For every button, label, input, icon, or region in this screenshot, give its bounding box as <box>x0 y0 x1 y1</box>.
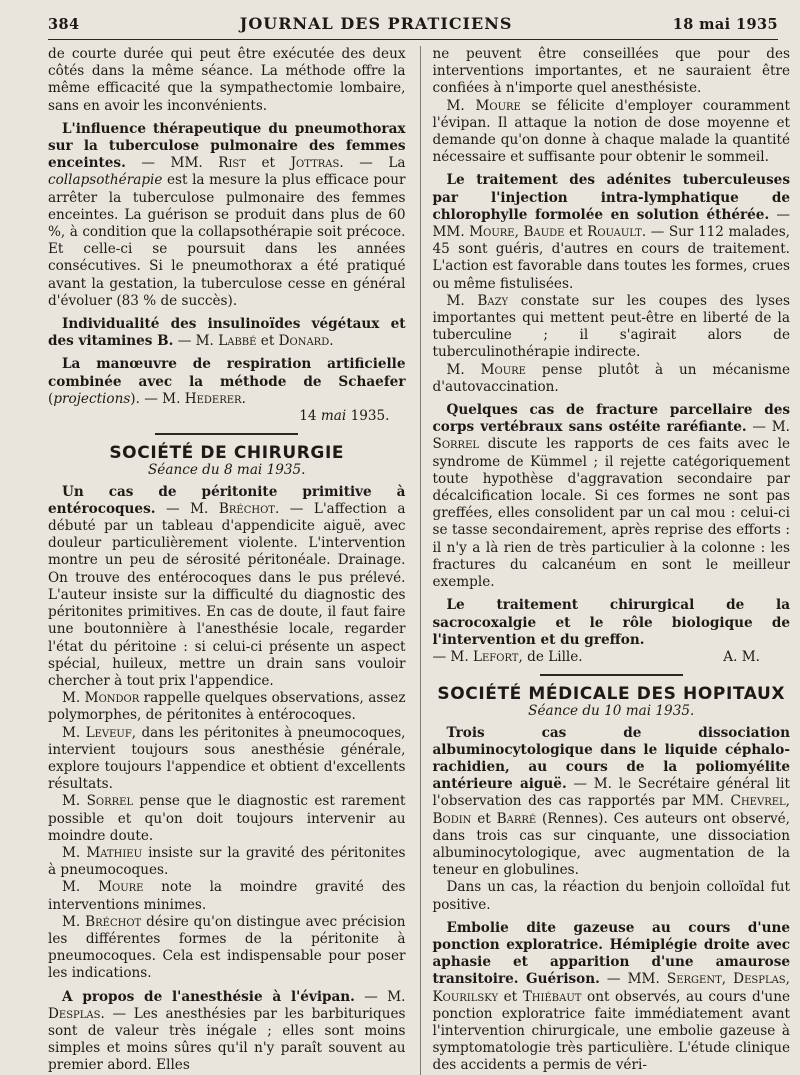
article-title: Quelques cas de fracture parcellaire des corps vertébraux sans ostéite raréfiante. <box>432 402 790 436</box>
text: M. <box>62 690 85 707</box>
author: Kourilsky <box>432 988 499 1005</box>
paragraph <box>433 98 791 167</box>
text: — M. <box>155 500 219 517</box>
text: ( <box>48 390 54 407</box>
article-embolie <box>433 920 791 1075</box>
dateline <box>48 408 406 425</box>
text: — M. le Secrétaire général lit l'observation des cas rapportés par MM. <box>432 776 790 810</box>
article-title: Trois cas de dissociation albuminocytologique dans le liquide céphalo-rachidien, au cours de la poliomyélite antérieure aiguë. <box>432 724 790 793</box>
paragraph: ne peuvent être conseillées que pour des interventions importantes, et ne sauraient être confiées à n'importe quel anesthésiste. <box>432 46 790 97</box>
text: pense que le diagnostic est rarement possible et qu'on doit toujours intervenir au moindre doute. <box>48 793 406 844</box>
author: Lefort <box>472 648 519 665</box>
text: mai <box>320 408 347 425</box>
paragraph <box>433 293 791 362</box>
text: constate sur les coupes des lyses importantes qui mettent peut-être en liberté de la tuberculine ; il s'agirait alors de tuberculinothérapie indirecte. <box>432 292 791 361</box>
text: , <box>785 793 790 810</box>
article-title: Un cas de péritonite primitive à entérocoques. <box>48 483 406 517</box>
author: Bazy <box>477 292 509 309</box>
article-title: La manœuvre de respiration artificielle combinée avec la méthode de Schaefer <box>48 356 406 390</box>
text: et <box>256 333 279 350</box>
text: , <box>785 971 790 988</box>
text: M. <box>62 724 86 741</box>
text: , de Lille. <box>518 648 583 665</box>
author: Leveuf <box>85 724 132 741</box>
text: . <box>329 333 334 350</box>
byline <box>433 649 791 666</box>
author: Moure <box>475 97 521 114</box>
author: Hederer <box>184 390 242 407</box>
article-labbe-donard <box>48 316 406 350</box>
author: Desplas <box>48 1005 101 1022</box>
text: 14 <box>299 408 321 425</box>
text: . — Les anesthésies par les barbituriques sont de valeur très inégale ; elles sont moins simples et moins sûres qu'il n'y paraît souvent au premier abord. Elles <box>48 1005 406 1074</box>
author: Chevrel <box>730 793 786 810</box>
text: et <box>245 155 291 172</box>
byline-author <box>433 649 583 666</box>
text: (Rennes). Ces auteurs ont observé, dans trois cas sur cinquante, une dissociation albuminocytologique, avec augmentation de la teneur en globulines. <box>432 810 791 879</box>
author: Sorrel <box>86 793 134 810</box>
text: . — La <box>339 155 406 172</box>
text: — MM. <box>432 206 790 241</box>
author: Barré <box>496 810 537 827</box>
seance-date: Séance du 10 mai 1935. <box>528 703 695 720</box>
text: rappelle quelques observations, assez polymorphes, de péritonites à entérocoques. <box>48 690 406 724</box>
author: Bodin <box>432 810 472 827</box>
author: Baude <box>523 224 565 241</box>
paragraph <box>48 690 406 724</box>
author: Moure <box>469 224 515 241</box>
paragraph <box>48 845 406 879</box>
article-desplas <box>48 989 406 1075</box>
text: , <box>721 971 734 988</box>
section-title-hopitaux: SOCIÉTÉ MÉDICALE DES HOPITAUX <box>437 684 786 705</box>
author: Jottras <box>290 155 340 172</box>
text: discute les rapports de ces faits avec le syndrome de Kümmel ; il rejette catégoriquement toute hypothèse d'aggravation secondaire par décalcification locale. Si ces formes ne sont pas greffées, elles consolident par un cal mou : celui-ci se tasse secondairement, après reprise des efforts : il n'y a là rien de très particulier à la colonne : les fractures du calcanéum en sont le meilleur exemple. <box>432 436 790 591</box>
text: , dans les péritonites à pneumocoques, intervient toujours sous anesthésie générale, explore toujours l'appendice et obtient d'excellents résultats. <box>48 724 406 793</box>
text: M. <box>446 292 478 309</box>
text: M. <box>62 844 87 861</box>
journal-title: JOURNAL DES PRATICIENS <box>239 14 513 33</box>
author: Mondor <box>84 690 140 707</box>
section-title-chirurgie: SOCIÉTÉ DE CHIRURGIE <box>109 443 345 464</box>
paragraph: Dans un cas, la réaction du benjoin colloïdal fut positive. <box>432 879 790 913</box>
text: désire qu'on distingue avec précision les différentes formes de la péritonite à pneumocoques. Cela est indispensable pour poser les indications. <box>48 913 406 982</box>
author: Sorrel <box>432 436 480 453</box>
text: 1935. <box>346 408 390 425</box>
text: et <box>564 224 588 241</box>
text: — MM. <box>125 155 219 172</box>
initials: A. M. <box>723 648 760 665</box>
text: — M. <box>354 988 406 1005</box>
article-rist-jottras <box>48 121 406 310</box>
article-title: A propos de l'anesthésie à l'évipan. <box>62 988 355 1005</box>
author: Donard <box>278 333 330 350</box>
text: . <box>241 390 246 407</box>
term: collapsothérapie <box>48 172 163 189</box>
text: est la mesure la plus efficace pour arrêter la tuberculose pulmonaire des femmes enceintes. La guérison se produit dans plus de 60 %, à condition que la collapsothérapie soit précoce. Et celle-ci se poursuit dans les années consécutives. Si le pneumothorax a été pratiqué avant la gestation, la tuberculose cesse en général d'évoluer (83 % de succès). <box>48 172 406 309</box>
text: — M. <box>139 390 185 407</box>
author: Rist <box>218 155 246 172</box>
right-column <box>420 46 791 1075</box>
paragraph <box>48 914 406 983</box>
text: M. <box>62 879 99 896</box>
author: Labbé <box>218 333 257 350</box>
author: Desplas <box>733 971 786 988</box>
text: et <box>498 988 523 1005</box>
text: M. <box>446 361 481 378</box>
paragraph: de courte durée qui peut être exécutée des deux côtés dans la même séance. La méthode offre la même efficacité que la sympathectomie lombaire, sans en avoir les inconvénients. <box>48 46 406 114</box>
text: — M. <box>173 333 219 350</box>
article-hederer <box>48 356 406 408</box>
paragraph <box>48 879 406 913</box>
seance-date: Séance du 8 mai 1935. <box>147 462 306 479</box>
article-title: Le traitement des adénites tuberculeuses par l'injection intra-lymphatique de chlorophylle formolée en solution éthérée. <box>432 172 790 223</box>
author: Moure <box>98 879 144 896</box>
article-adenites <box>433 172 791 292</box>
paragraph <box>433 362 791 396</box>
text: , <box>514 224 524 241</box>
issue-date: 18 mai 1935 <box>672 16 778 33</box>
text: M. <box>62 793 87 810</box>
divider <box>155 433 298 435</box>
author: Moure <box>480 361 526 378</box>
divider <box>540 674 683 676</box>
author: Thiébaut <box>522 988 582 1005</box>
text: M. <box>62 913 86 930</box>
author: Sergent <box>666 971 722 988</box>
paragraph <box>48 725 406 794</box>
text: se félicite d'employer couramment l'évipan. Il attaque la notion de dose moyenne et demande qu'on donne à chaque malade la quantité nécessaire et suffisante pour obtenir le sommeil. <box>432 97 791 166</box>
text: ). <box>130 390 140 407</box>
text: pense plutôt à un mécanisme d'autovaccination. <box>432 361 791 395</box>
article-fracture <box>433 402 791 591</box>
article-title: L'influence thérapeutique du pneumothorax sur la tuberculose pulmonaire des femmes enceintes. <box>48 120 406 172</box>
text: insiste sur la gravité des péritonites à pneumocoques. <box>48 844 406 879</box>
author: Mathieu <box>86 844 142 861</box>
article-dissociation <box>433 725 791 880</box>
text: . — L'affection a débuté par un tableau d'appendicite aiguë, avec douleur particulièrement violente. L'intervention montre un peu de sérosité péritonéale. Drainage. On trouve des entérocoques dans le pus prélevé. L'auteur insiste sur la difficulté du diagnostic des péritonites primitives. En cas de doute, il faut faire une boutonnière à l'anesthésie locale, regarder l'état du péritoine : si celui-ci présente un aspect spécial, huileux, mettre un drain sans vouloir chercher à tout prix l'appendice. <box>48 500 406 689</box>
text: — M. <box>432 648 473 665</box>
text: M. <box>446 97 476 114</box>
paragraph <box>48 793 406 845</box>
text: — M. <box>746 419 791 436</box>
author: Bréchot <box>85 913 142 930</box>
text: note la moindre gravité des interventions minimes. <box>48 879 406 913</box>
article-title: Individualité des insulinoïdes végétaux et des vitamines B. <box>48 316 406 350</box>
article-title: Embolie dite gazeuse au cours d'une ponction exploratrice. Hémiplégie droite avec aphasie et apparition d'une amaurose transitoire. Guérison. <box>432 919 790 988</box>
text: ont observés, au cours d'une ponction exploratrice faite immédiatement avant l'intervention chirurgicale, une embolie gazeuse à symptomatologie très particulière. L'étude clinique des accidents a permis de véri- <box>432 988 790 1074</box>
left-column <box>48 46 406 1075</box>
term: projections <box>53 390 131 407</box>
text: — MM. <box>599 971 667 988</box>
article-brechot <box>48 484 406 690</box>
text: . — Sur 112 malades, 45 sont guéris, d'autres en cours de traitement. L'action est favorable dans toutes les formes, crues ou même fistulisées. <box>432 224 790 292</box>
author: Bréchot <box>218 500 275 517</box>
article-sacrocoxalgie <box>433 597 791 649</box>
author: Rouault <box>587 224 642 241</box>
text: et <box>471 810 497 827</box>
article-title: Le traitement chirurgical de la sacrocoxalgie et le rôle biologique de l'intervention et du greffon. <box>432 597 790 648</box>
page-number: 384 <box>48 16 80 33</box>
page-header <box>48 14 778 40</box>
